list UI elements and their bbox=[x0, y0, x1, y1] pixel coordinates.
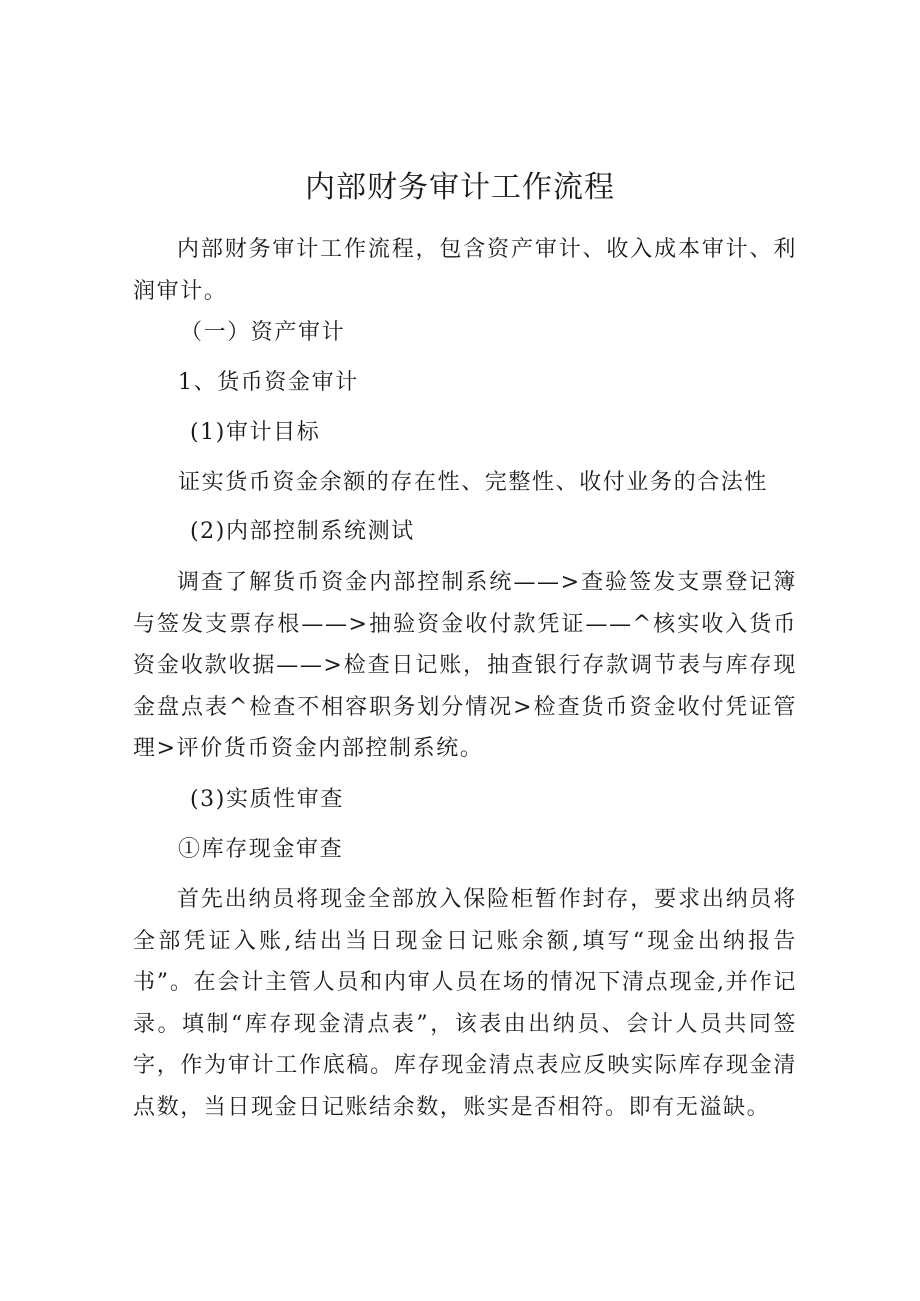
subitem-heading-cash-on-hand: ①库存现金审查 bbox=[178, 837, 344, 862]
subsection-heading-cash-audit: 1、货币资金审计 bbox=[178, 370, 359, 395]
section-heading-asset-audit: （一）资产审计 bbox=[180, 320, 346, 345]
internal-control-paragraph: 调查了解货币资金内部控制系统——>查验签发支票登记簿与签发支票存根——>抽验资金收付款凭证——^核实收入货币资金收款收据——>检查日记账，抽查银行存款调节表与库存现金盘点表^检查不相容职务划分情况>检查货币资金收付凭证管理>评价货币资金内部控制系统。 bbox=[133, 570, 797, 761]
item-heading-audit-objective: (1)审计目标 bbox=[190, 420, 321, 445]
intro-paragraph: 内部财务审计工作流程，包含资产审计、收入成本审计、利润审计。 bbox=[133, 237, 797, 304]
objective-text: 证实货币资金余额的存在性、完整性、收付业务的合法性 bbox=[178, 470, 769, 495]
item-heading-substantive-review: (3)实质性审查 bbox=[190, 787, 344, 812]
document-title: 内部财务审计工作流程 bbox=[305, 170, 615, 205]
cash-on-hand-paragraph: 首先出纳员将现金全部放入保险柜暂作封存，要求出纳员将全部凭证入账,结出当日现金日记账余额,填写“现金出纳报告书”。在会计主管人员和内审人员在场的情况下清点现金,并作记录。填制“库存现金清点表”，该表由出纳员、会计人员共同签字，作为审计工作底稿。库存现金清点表应反映实际库存现金清点数，当日现金日记账结余数，账实是否相符。即有无溢缺。 bbox=[133, 887, 797, 1120]
item-heading-internal-control-test: (2)内部控制系统测试 bbox=[190, 519, 415, 544]
